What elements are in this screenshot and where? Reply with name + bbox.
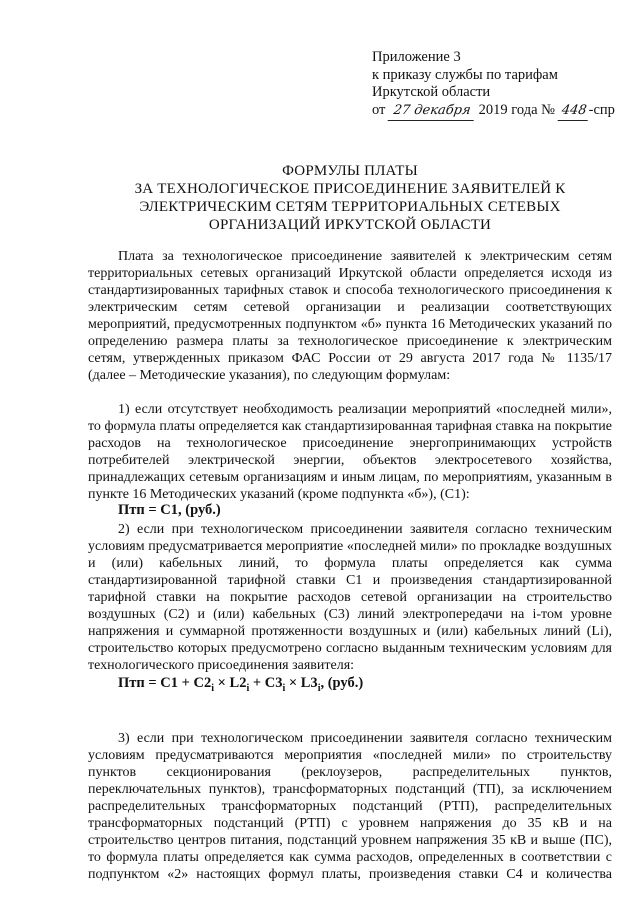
intro-paragraph xyxy=(88,248,612,384)
paragraph-line: то формула платы определяется как сумма расходов, определенных в соответствии с xyxy=(88,850,612,865)
formula-1: Птп = С1, (руб.) xyxy=(118,502,221,518)
formula-2-index: i xyxy=(211,682,215,694)
paragraph-line: условиям предусматривается мероприятие «последней мили» по прокладке воздушных xyxy=(88,539,612,554)
paragraph-line: и (или) кабельных линий, то формула платы определяется как сумма xyxy=(88,556,612,571)
paragraph-line: распределительных трансформаторных подстанций (РТП), распределительных xyxy=(88,799,612,814)
document-title xyxy=(60,162,640,234)
paragraph-line: напряжения и суммарной протяженности воздушных и (или) кабельных линий (Li), xyxy=(88,624,612,639)
paragraph-line: определению размера платы за технологическое присоединение к электрическим xyxy=(88,334,612,349)
formula-2-index: i xyxy=(317,682,321,694)
title-line-4: ОРГАНИЗАЦИЙ ИРКУТСКОЙ ОБЛАСТИ xyxy=(208,217,492,233)
paragraph-line: Плата за технологическое присоединение заявителей к электрическим сетям xyxy=(118,249,612,264)
formula-2-part: × L2 xyxy=(214,675,247,691)
paragraph-line: трансформаторных подстанций (РТП) с уровнем напряжения до 35 кВ и на xyxy=(88,816,612,831)
paragraph-line: пунктов секционирования (реклоузеров, распределительных пунктов, xyxy=(88,765,612,780)
paragraph-line: принадлежащих сетевым организациям и иным лицам, по мероприятиям, указанным в xyxy=(88,470,612,485)
paragraph-line: стандартизированной тарифной ставки С1 и произведения стандартизированной xyxy=(88,573,612,588)
paragraph-line: (далее – Методические указания), по следующим формулам: xyxy=(88,368,451,383)
paragraph-line: подпунктом «2» настоящих формул платы, произведения ставки С4 и количества xyxy=(88,867,612,882)
paragraph-line: переключательных пунктов), трансформаторных подстанций (ТП), за исключением xyxy=(88,782,612,797)
paragraph-line: 1) если отсутствует необходимость реализации мероприятий «последней мили», xyxy=(118,402,612,417)
paragraph-line: потребителей электрической энергии, объектов электросетевого хозяйства, xyxy=(88,453,612,468)
formula-2-part: × L3 xyxy=(285,675,318,691)
paragraph-line: стандартизированных тарифных ставок и способа технологического присоединения к xyxy=(88,283,612,298)
item-3-paragraph xyxy=(88,730,612,883)
paragraph-line: территориальных сетевых организаций Иркутской области определяется исходя из xyxy=(88,266,612,281)
formula-2-part: Птп = С1 + С2 xyxy=(118,675,212,691)
paragraph-line: тарифной ставки на покрытие расходов сетевой организации на строительство xyxy=(88,590,612,605)
appendix-line-3: Иркутской области xyxy=(372,84,491,100)
paragraph-line: пункте 16 Методических указаний (кроме подпункта «б»), (C1): xyxy=(88,487,470,502)
number-suffix: -спр xyxy=(588,101,615,118)
appendix-line-1: Приложение 3 xyxy=(372,49,461,65)
paragraph-line: воздушных (С2) и (или) кабельных (С3) линий электропередачи на i-том уровне xyxy=(88,607,612,622)
item-2-paragraph xyxy=(88,521,612,674)
paragraph-line: мероприятий, предусмотренных подпунктом «б» пункта 16 Методических указаний по xyxy=(88,317,612,332)
handwritten-date: 27 декабря xyxy=(388,102,477,121)
appendix-header xyxy=(372,49,615,120)
formula-2-index: i xyxy=(282,682,286,694)
paragraph-line: строительство центров питания, подстанций уровнем напряжения 35 кВ и выше (ПС), xyxy=(88,833,612,848)
formula-2-part: + С3 xyxy=(249,675,283,691)
title-line-3: ЭЛЕКТРИЧЕСКИМ СЕТЯМ ТЕРРИТОРИАЛЬНЫХ СЕТЕВЫХ xyxy=(139,199,561,215)
title-line-1: ФОРМУЛЫ ПЛАТЫ xyxy=(282,163,418,179)
formula-2-index: i xyxy=(246,682,250,694)
paragraph-line: расходов на технологическое присоединение энергопринимающих устройств xyxy=(88,436,612,451)
paragraph-line: технологического присоединения заявителя: xyxy=(88,658,355,673)
date-suffix: 2019 года № xyxy=(478,101,555,118)
paragraph-line: 3) если при технологическом присоединении заявителя согласно техническим xyxy=(118,731,612,746)
formula-2-part: , (руб.) xyxy=(320,675,364,691)
paragraph-line: электрическим сетям сетевой организации и реализации соответствующих xyxy=(88,300,612,315)
title-line-2: ЗА ТЕХНОЛОГИЧЕСКОЕ ПРИСОЕДИНЕНИЕ ЗАЯВИТЕЛЕЙ К xyxy=(134,181,566,197)
formula-2 xyxy=(118,675,363,694)
date-prefix: от xyxy=(372,101,386,118)
handwritten-number: 448 xyxy=(557,102,590,121)
paragraph-line: строительство которых предусмотрено согласно выданным техническим условиям для xyxy=(88,641,612,656)
item-1-paragraph xyxy=(88,401,612,503)
paragraph-line: условиям предусматриваются мероприятия «последней мили» по строительству xyxy=(88,748,612,763)
paragraph-line: сетям, утвержденных приказом ФАС России от 29 августа 2017 года № 1135/17 xyxy=(88,351,612,366)
appendix-date-line xyxy=(372,102,615,121)
paragraph-line: то формула платы определяется как стандартизированная тарифная ставка на покрытие xyxy=(88,419,612,434)
paragraph-line: 2) если при технологическом присоединении заявителя согласно техническим xyxy=(118,522,612,537)
appendix-line-2: к приказу службы по тарифам xyxy=(372,66,558,83)
